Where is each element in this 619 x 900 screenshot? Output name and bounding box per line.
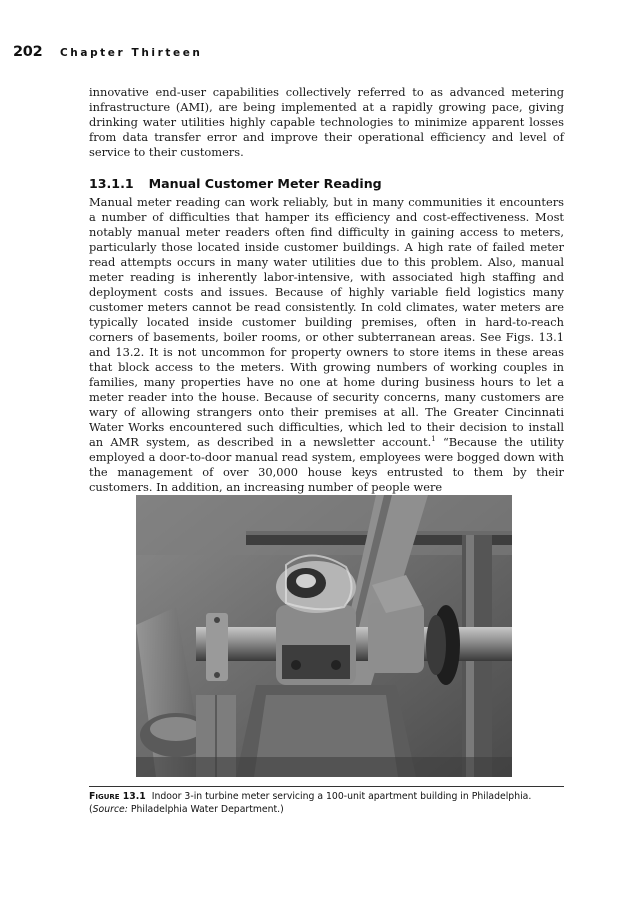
figure-label: Figure 13.1 [89, 791, 146, 802]
figure-source-label: Source: [92, 804, 128, 815]
chapter-title: Chapter Thirteen [60, 47, 203, 59]
footnote-reference: 1 [431, 435, 436, 444]
section-title: Manual Customer Meter Reading [148, 176, 382, 191]
figure-caption-text: Indoor 3-in turbine meter servicing a 100-unit apartment building in Philadelphia. [151, 791, 532, 802]
caption-rule [89, 786, 564, 787]
page-number: 202 [13, 44, 43, 60]
paragraph-text-part2: “Because the utility employed a door-to-door manual read system, employees were bogged down with the management of over 30,000 house keys entrusted to them by their customers. In addition, an increasing number of people were [89, 435, 564, 494]
figure-photo [136, 495, 512, 777]
intro-paragraph: innovative end-user capabilities collectively referred to as advanced metering infrastructure (AMI), are being implemented at a rapidly growing pace, giving drinking water utilities highly capable technologies to minimize apparent losses from data transfer error and improve their operational efficiency and level of service to their customers. [89, 85, 564, 159]
section-paragraph [89, 195, 564, 495]
figure-caption: Figure 13.1 Indoor 3-in turbine meter servicing a 100-unit apartment building in Philadelphia. (Source: Philadelphia Water Department.) [89, 791, 532, 815]
section-heading [89, 176, 382, 191]
paragraph-text-part1: Manual meter reading can work reliably, but in many communities it encounters a number of difficulties that hamper its efficiency and cost-effectiveness. Most notably manual meter readers often find difficulty in gaining access to meters, particularly those located inside customer buildings. A high rate of failed meter read attempts occurs in many water utilities due to this problem. Also, manual meter reading is inherently labor-intensive, with associated high staffing and deployment costs and issues. Because of highly variable field logistics many customer meters cannot be read consistently. In cold climates, water meters are typically located inside customer building premises, often in hard-to-reach corners of basements, boiler rooms, or other subterranean areas. See Figs. 13.1 and 13.2. It is not uncommon for property owners to store items in these areas that block access to the meters. With growing numbers of working couples in families, many properties have no one at home during business hours to let a meter reader into the house. Because of security concerns, many customers are wary of allowing strangers onto their premises at all. The Greater Cincinnati Water Works encountered such difficulties, which led to their decision to install an AMR system, as described in a newsletter account. [89, 195, 564, 449]
section-number: 13.1.1 [89, 176, 134, 191]
meter-photo-illustration [136, 495, 512, 777]
figure-source-text: Philadelphia Water Department. [130, 804, 281, 815]
